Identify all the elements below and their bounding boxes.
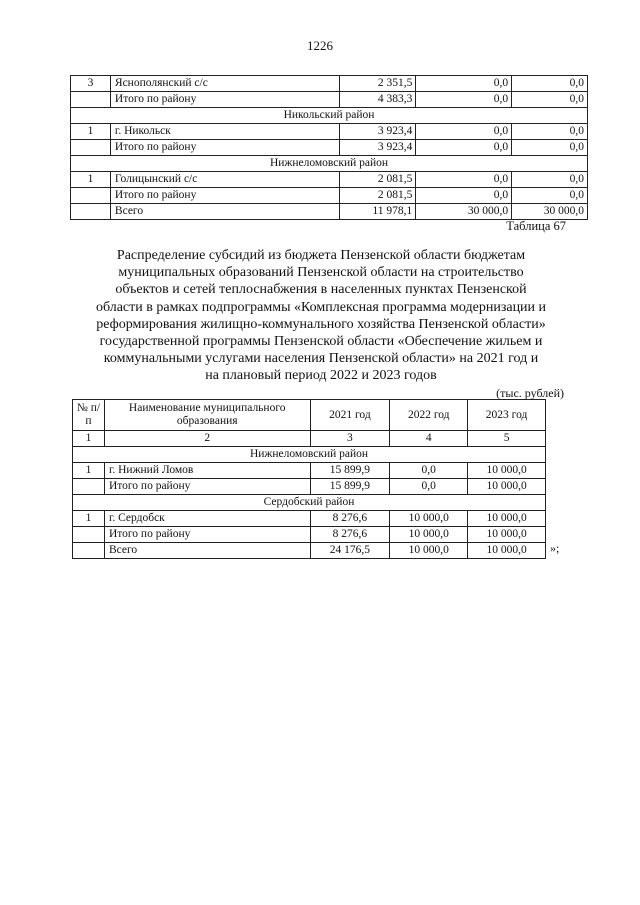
value-2023: 10 000,0 — [468, 527, 546, 543]
row-number — [73, 479, 105, 495]
municipality-name: Итого по району — [110, 140, 340, 156]
value-2022: 0,0 — [390, 479, 468, 495]
municipality-name: Голицынский с/с — [110, 172, 340, 188]
value-2023: 10 000,0 — [468, 479, 546, 495]
value-2022: 0,0 — [416, 140, 512, 156]
value-2023: 0,0 — [512, 172, 588, 188]
value-2021: 15 899,9 — [310, 463, 390, 479]
header-name: Наименование муниципального образования — [104, 400, 310, 431]
row-number — [71, 92, 111, 108]
title-line: реформирования жилищно-коммунального хозяйства Пензенской области» — [96, 316, 546, 332]
table-label: Таблица 67 — [506, 219, 566, 233]
table-row — [71, 140, 588, 156]
title-line: муниципальных образований Пензенской области на строительство — [118, 265, 524, 281]
municipality-name: Яснополянский с/с — [110, 76, 340, 92]
section-row — [71, 156, 588, 172]
section-title: Сердобский район — [73, 495, 546, 511]
value-2022: 10 000,0 — [390, 527, 468, 543]
table-row — [71, 188, 588, 204]
row-number: 3 — [71, 76, 111, 92]
row-number: 1 — [71, 124, 111, 140]
value-2023: 0,0 — [512, 124, 588, 140]
value-2021: 2 081,5 — [340, 172, 416, 188]
table-row — [73, 543, 546, 559]
title-line: Распределение субсидий из бюджета Пензенской области бюджетам — [116, 248, 526, 263]
column-numbers-row — [73, 431, 546, 447]
col-number: 4 — [390, 431, 468, 447]
section-title: Нижнеломовский район — [71, 156, 588, 172]
value-2021: 24 176,5 — [310, 543, 390, 559]
table-row — [71, 204, 588, 220]
title-line: области в рамках подпрограммы «Комплексная программа модернизации и — [95, 299, 547, 315]
value-2022: 0,0 — [416, 172, 512, 188]
value-2023: 0,0 — [512, 140, 588, 156]
table2-body — [73, 400, 546, 559]
table-row — [71, 124, 588, 140]
table-row — [73, 527, 546, 543]
section-row — [73, 495, 546, 511]
value-2021: 15 899,9 — [310, 479, 390, 495]
value-2021: 2 081,5 — [340, 188, 416, 204]
value-2022: 10 000,0 — [390, 543, 468, 559]
table-row — [71, 92, 588, 108]
value-2023: 10 000,0 — [468, 463, 546, 479]
document-title — [74, 247, 568, 385]
section-row — [73, 447, 546, 463]
value-2023: 10 000,0 — [468, 543, 546, 559]
municipality-name: г. Нижний Ломов — [104, 463, 310, 479]
subsidy-table-continued — [70, 75, 588, 220]
table1-body — [71, 76, 588, 220]
value-2021: 4 383,3 — [340, 92, 416, 108]
value-2022: 0,0 — [416, 124, 512, 140]
row-number — [71, 140, 111, 156]
header-2023: 2023 год — [468, 400, 546, 431]
value-2021: 8 276,6 — [310, 511, 390, 527]
value-2022: 10 000,0 — [390, 511, 468, 527]
value-2021: 3 923,4 — [340, 140, 416, 156]
header-2022: 2022 год — [390, 400, 468, 431]
row-number: 1 — [73, 511, 105, 527]
row-number: 1 — [71, 172, 111, 188]
municipality-name: Всего — [104, 543, 310, 559]
row-number — [73, 527, 105, 543]
municipality-name: г. Никольск — [110, 124, 340, 140]
row-number — [71, 188, 111, 204]
table-row — [71, 172, 588, 188]
value-2021: 3 923,4 — [340, 124, 416, 140]
page-number: 1226 — [307, 38, 333, 53]
value-2021: 2 351,5 — [340, 76, 416, 92]
value-2022: 0,0 — [390, 463, 468, 479]
header-num: № п/п — [73, 400, 105, 431]
value-2023: 30 000,0 — [512, 204, 588, 220]
row-number: 1 — [73, 463, 105, 479]
municipality-name: г. Сердобск — [104, 511, 310, 527]
table-row — [71, 76, 588, 92]
col-number: 1 — [73, 431, 105, 447]
value-2021: 8 276,6 — [310, 527, 390, 543]
title-line: объектов и сетей теплоснабжения в населенных пунктах Пензенской — [115, 282, 527, 298]
municipality-name: Итого по району — [104, 527, 310, 543]
value-2022: 0,0 — [416, 76, 512, 92]
value-2022: 30 000,0 — [416, 204, 512, 220]
value-2023: 0,0 — [512, 76, 588, 92]
municipality-name: Итого по району — [104, 479, 310, 495]
municipality-name: Итого по району — [110, 188, 340, 204]
title-line: на плановый период 2022 и 2023 годов — [205, 368, 437, 384]
value-2023: 0,0 — [512, 188, 588, 204]
col-number: 3 — [310, 431, 390, 447]
value-2022: 0,0 — [416, 188, 512, 204]
value-2023: 10 000,0 — [468, 511, 546, 527]
value-2021: 11 978,1 — [340, 204, 416, 220]
header-2021: 2021 год — [310, 400, 390, 431]
section-row — [71, 108, 588, 124]
value-2022: 0,0 — [416, 92, 512, 108]
table-row — [73, 479, 546, 495]
units-note: (тыс. рублей) — [496, 386, 564, 400]
value-2023: 0,0 — [512, 92, 588, 108]
row-number — [73, 543, 105, 559]
subsidy-table-67 — [72, 399, 546, 559]
title-line: коммунальными услугами населения Пензенской области» на 2021 год и — [103, 351, 539, 367]
table-header-row — [73, 400, 546, 431]
col-number: 5 — [468, 431, 546, 447]
title-line: государственной программы Пензенской области «Обеспечение жильем и — [99, 334, 543, 350]
section-title: Нижнеломовский район — [73, 447, 546, 463]
closing-quote-mark: »; — [550, 541, 560, 555]
table-row — [73, 511, 546, 527]
table-row — [73, 463, 546, 479]
row-number — [71, 204, 111, 220]
section-title: Никольский район — [71, 108, 588, 124]
municipality-name: Итого по району — [110, 92, 340, 108]
municipality-name: Всего — [110, 204, 340, 220]
col-number: 2 — [104, 431, 310, 447]
